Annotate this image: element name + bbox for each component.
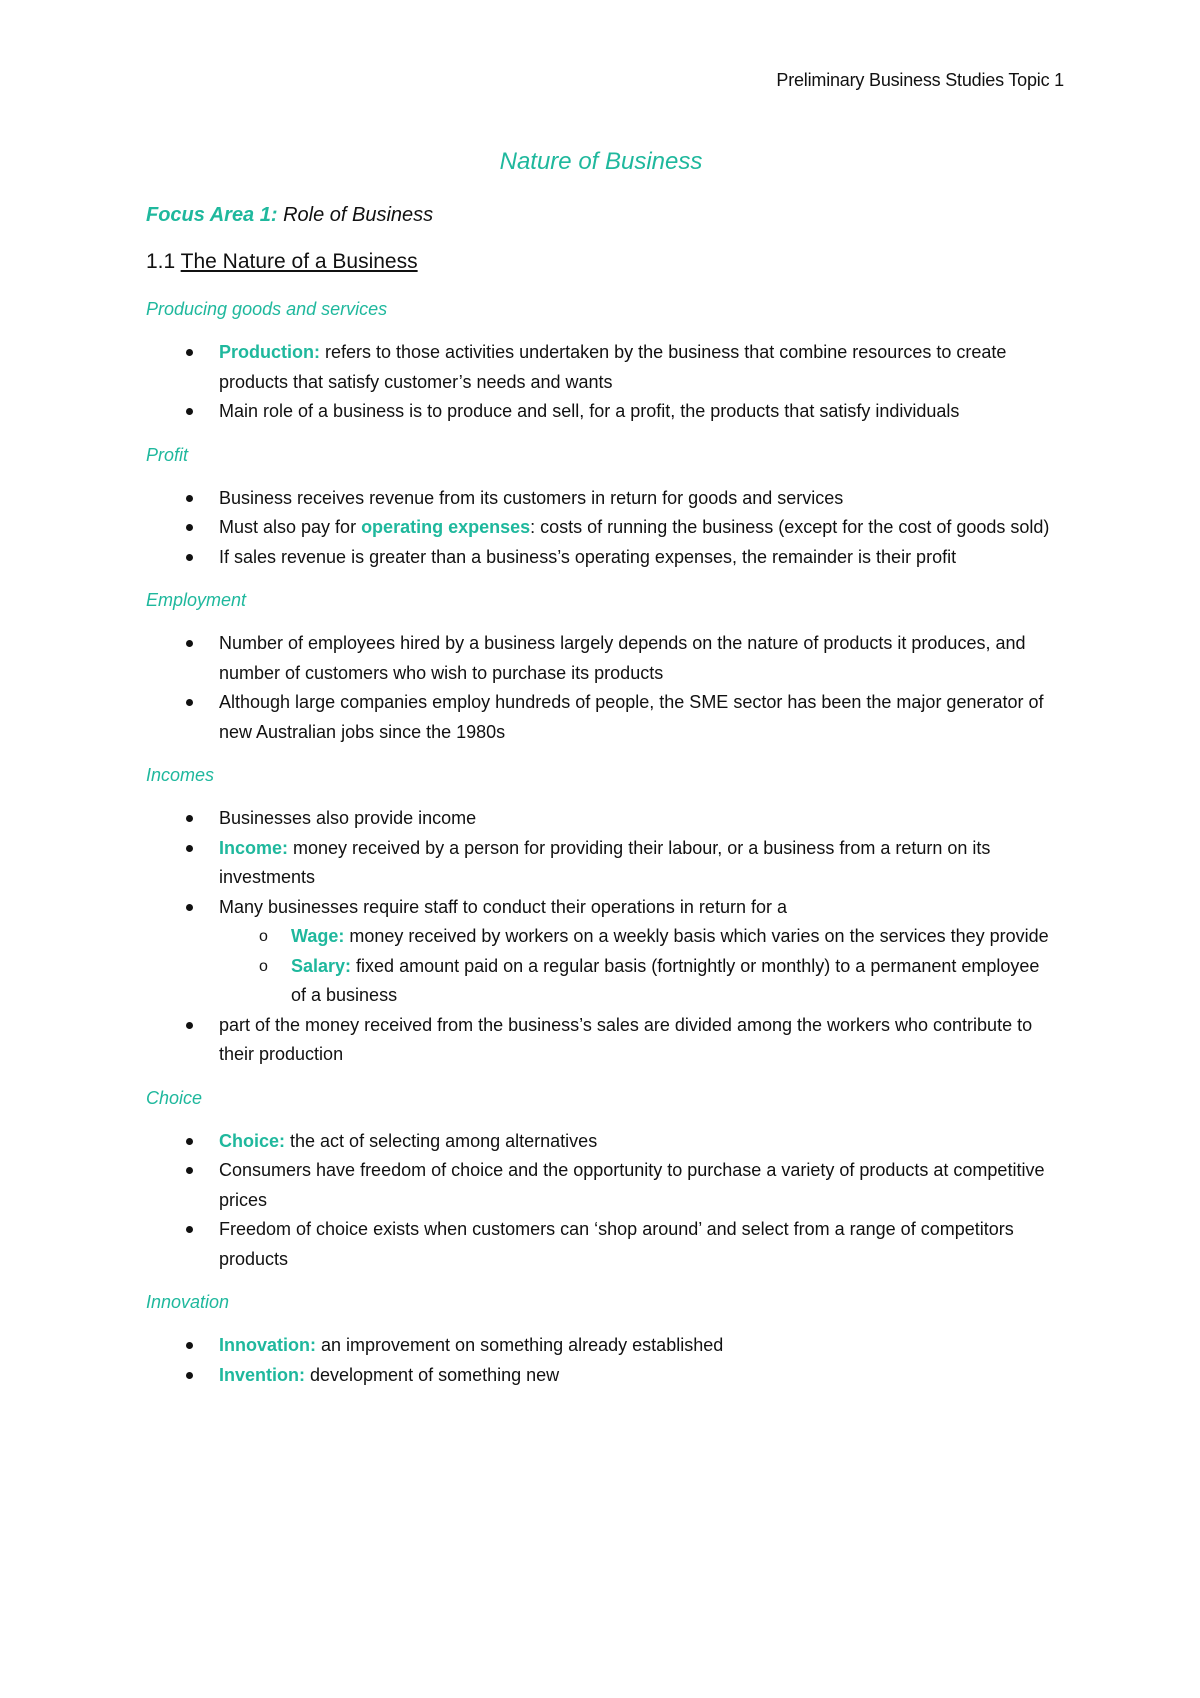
bullet-item <box>146 513 1056 543</box>
bullet-text: part of the money received from the business’s sales are divided among the workers who contribute to their production <box>219 1014 1033 1064</box>
bullet-text: Number of employees hired by a business largely depends on the nature of products it produces, and number of customers who wish to purchase its products <box>219 633 1026 683</box>
bullet-text: If sales revenue is greater than a business’s operating expenses, the remainder is their profit <box>219 546 957 567</box>
bullet-list <box>146 804 1056 1070</box>
key-term: Innovation: <box>219 1335 316 1355</box>
bullet-item <box>146 893 1056 923</box>
focus-area-title: Role of Business <box>277 204 434 226</box>
sub-bullet-list <box>146 922 1056 1011</box>
bullet-item <box>146 834 1056 893</box>
bullet-item <box>146 688 1056 747</box>
sub-list-container <box>146 922 1056 1011</box>
subsection <box>146 296 1056 427</box>
document-body <box>146 147 1056 1405</box>
sub-bullet-text: fixed amount paid on a regular basis (fortnightly or monthly) to a permanent employee of a business <box>291 955 1040 1005</box>
sections-container <box>146 296 1056 1390</box>
bullet-item <box>146 338 1056 397</box>
bullet-text: money received by a person for providing their labour, or a business from a return on its investments <box>219 837 991 887</box>
bullet-item <box>146 1011 1056 1070</box>
focus-area-label: Focus Area 1: <box>146 204 278 226</box>
bullet-dot-icon <box>186 495 193 502</box>
bullet-item <box>146 1156 1056 1215</box>
bullet-item <box>146 1127 1056 1157</box>
key-term: Income: <box>219 837 289 858</box>
bullet-dot-icon <box>186 1138 193 1145</box>
section-heading <box>146 248 1056 276</box>
bullet-dot-icon <box>186 904 193 911</box>
key-term: Salary: <box>291 955 352 976</box>
bullet-list <box>146 1331 1056 1390</box>
key-term: operating expenses <box>361 517 531 537</box>
subsection <box>146 1085 1056 1275</box>
sub-bullet-marker: o <box>259 957 268 975</box>
bullet-dot-icon <box>186 815 193 822</box>
bullet-item <box>146 543 1056 573</box>
bullet-text: Must also pay for <box>219 517 362 537</box>
subsection <box>146 587 1056 747</box>
bullet-dot-icon <box>186 554 193 561</box>
subsection <box>146 442 1056 573</box>
bullet-text: Businesses also provide income <box>219 808 477 828</box>
subsection-heading: Choice <box>146 1087 203 1108</box>
sub-bullet-text: money received by workers on a weekly basis which varies on the services they provide <box>344 926 1049 946</box>
bullet-text: Business receives revenue from its customers in return for goods and services <box>219 487 844 508</box>
bullet-text: Although large companies employ hundreds of people, the SME sector has been the major generator of new Australian jobs since the 1980s <box>219 692 1044 742</box>
sub-bullet-item <box>146 952 1056 1011</box>
subsection-heading: Innovation <box>146 1292 230 1312</box>
bullet-list <box>146 338 1056 427</box>
bullet-dot-icon <box>186 408 193 415</box>
bullet-dot-icon <box>186 699 193 706</box>
bullet-text: development of something new <box>305 1364 560 1385</box>
subsection-heading: Incomes <box>146 765 215 785</box>
bullet-text: : costs of running the business (except for the cost of goods sold) <box>530 517 1050 537</box>
subsection-heading: Employment <box>146 590 247 610</box>
document-title: Nature of Business <box>499 148 703 175</box>
bullet-text: Many businesses require staff to conduct their operations in return for a <box>219 896 787 917</box>
bullet-item <box>146 1215 1056 1274</box>
bullet-item <box>146 1331 1056 1361</box>
bullet-text: the act of selecting among alternatives <box>285 1130 598 1151</box>
bullet-dot-icon <box>186 1022 193 1029</box>
bullet-dot-icon <box>186 349 193 356</box>
bullet-dot-icon <box>186 1342 193 1349</box>
key-term: Production: <box>219 342 320 362</box>
key-term: Wage: <box>291 926 345 946</box>
bullet-dot-icon <box>186 640 193 647</box>
bullet-list <box>146 1127 1056 1275</box>
bullet-item <box>146 804 1056 834</box>
bullet-item <box>146 484 1056 514</box>
bullet-list <box>146 484 1056 573</box>
section-number: 1.1 <box>146 250 181 273</box>
bullet-text: an improvement on something already established <box>316 1335 724 1355</box>
bullet-list <box>146 629 1056 747</box>
bullet-dot-icon <box>186 524 193 531</box>
bullet-item <box>146 1361 1056 1391</box>
subsection-heading: Producing goods and services <box>146 299 388 319</box>
page-header: Preliminary Business Studies Topic 1 <box>776 70 1064 90</box>
sub-bullet-marker: o <box>259 928 268 945</box>
bullet-text: Freedom of choice exists when customers can ‘shop around’ and select from a range of competitors products <box>219 1219 1014 1269</box>
key-term: Choice: <box>219 1130 286 1151</box>
sub-bullet-item <box>146 922 1056 952</box>
subsection-heading: Profit <box>146 444 189 465</box>
section-title: The Nature of a Business <box>180 250 418 273</box>
key-term: Invention: <box>219 1364 305 1385</box>
bullet-text: refers to those activities undertaken by the business that combine resources to create products that satisfy customer’s needs and wants <box>219 342 1007 392</box>
bullet-text: Consumers have freedom of choice and the opportunity to purchase a variety of products at competitive prices <box>219 1160 1045 1210</box>
bullet-item <box>146 629 1056 688</box>
focus-area-line <box>146 202 1056 228</box>
subsection <box>146 1289 1056 1390</box>
bullet-item <box>146 397 1056 427</box>
bullet-dot-icon <box>186 1372 193 1379</box>
subsection <box>146 762 1056 1070</box>
bullet-text: Main role of a business is to produce and sell, for a profit, the products that satisfy individuals <box>219 401 960 421</box>
bullet-dot-icon <box>186 1167 193 1174</box>
bullet-dot-icon <box>186 845 193 852</box>
bullet-dot-icon <box>186 1226 193 1233</box>
